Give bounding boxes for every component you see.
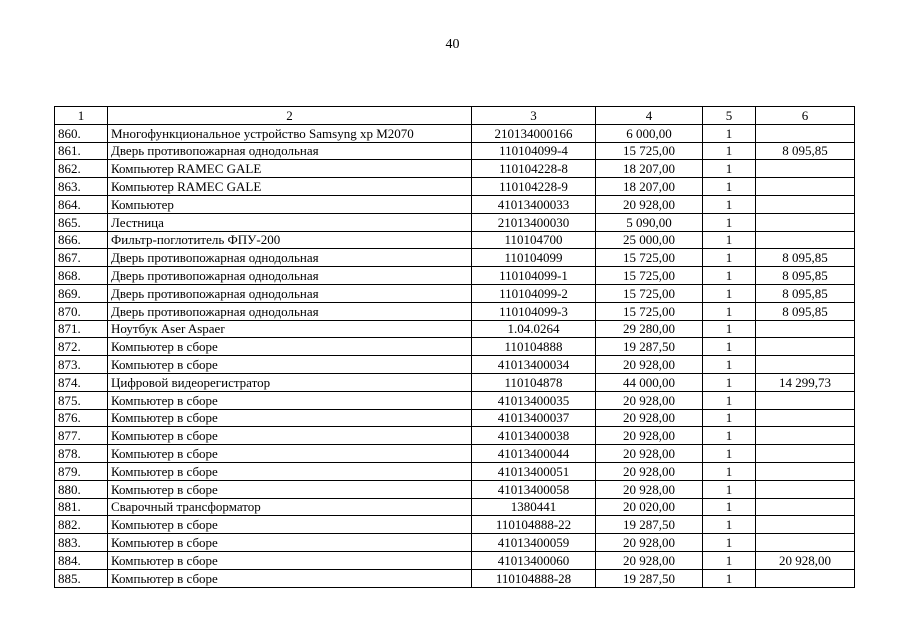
table-body — [55, 124, 855, 587]
cell-cost: 20 928,00 — [596, 462, 703, 480]
table-row — [55, 551, 855, 569]
cell-inventory-code: 110104099-1 — [472, 267, 596, 285]
cell-residual-value — [756, 195, 855, 213]
table-row — [55, 516, 855, 534]
cell-cost: 20 928,00 — [596, 480, 703, 498]
cell-residual-value: 8 095,85 — [756, 302, 855, 320]
cell-number: 867. — [55, 249, 108, 267]
cell-cost: 15 725,00 — [596, 302, 703, 320]
cell-name: Компьютер RAMEC GALE — [108, 178, 472, 196]
cell-inventory-code: 110104700 — [472, 231, 596, 249]
cell-number: 877. — [55, 427, 108, 445]
cell-residual-value — [756, 160, 855, 178]
cell-cost: 20 928,00 — [596, 356, 703, 374]
cell-name: Дверь противопожарная однодольная — [108, 267, 472, 285]
table-row — [55, 231, 855, 249]
cell-quantity: 1 — [703, 178, 756, 196]
cell-name: Компьютер в сборе — [108, 427, 472, 445]
cell-name: Компьютер — [108, 195, 472, 213]
cell-cost: 18 207,00 — [596, 178, 703, 196]
cell-inventory-code: 110104099-2 — [472, 284, 596, 302]
cell-number: 865. — [55, 213, 108, 231]
cell-residual-value: 20 928,00 — [756, 551, 855, 569]
cell-quantity: 1 — [703, 569, 756, 587]
table-row — [55, 391, 855, 409]
cell-inventory-code: 41013400033 — [472, 195, 596, 213]
cell-quantity: 1 — [703, 249, 756, 267]
table-row — [55, 213, 855, 231]
cell-name: Компьютер RAMEC GALE — [108, 160, 472, 178]
cell-quantity: 1 — [703, 267, 756, 285]
cell-residual-value — [756, 391, 855, 409]
table-row — [55, 569, 855, 587]
cell-residual-value — [756, 356, 855, 374]
table-row — [55, 480, 855, 498]
cell-name: Лестница — [108, 213, 472, 231]
cell-name: Фильтр-поглотитель ФПУ-200 — [108, 231, 472, 249]
cell-number: 881. — [55, 498, 108, 516]
cell-residual-value — [756, 480, 855, 498]
cell-residual-value — [756, 178, 855, 196]
column-header-name: 2 — [108, 107, 472, 125]
cell-name: Компьютер в сборе — [108, 551, 472, 569]
table-row — [55, 445, 855, 463]
cell-inventory-code: 1380441 — [472, 498, 596, 516]
cell-residual-value — [756, 569, 855, 587]
cell-name: Компьютер в сборе — [108, 480, 472, 498]
cell-quantity: 1 — [703, 124, 756, 142]
cell-inventory-code: 110104228-8 — [472, 160, 596, 178]
inventory-table — [54, 106, 855, 588]
cell-quantity: 1 — [703, 391, 756, 409]
cell-name: Дверь противопожарная однодольная — [108, 249, 472, 267]
cell-name: Компьютер в сборе — [108, 338, 472, 356]
cell-residual-value: 8 095,85 — [756, 267, 855, 285]
cell-inventory-code: 41013400034 — [472, 356, 596, 374]
cell-residual-value — [756, 124, 855, 142]
cell-cost: 5 090,00 — [596, 213, 703, 231]
cell-quantity: 1 — [703, 551, 756, 569]
cell-cost: 20 928,00 — [596, 427, 703, 445]
cell-inventory-code: 41013400035 — [472, 391, 596, 409]
table-row — [55, 249, 855, 267]
cell-residual-value — [756, 498, 855, 516]
cell-cost: 19 287,50 — [596, 338, 703, 356]
cell-quantity: 1 — [703, 427, 756, 445]
cell-residual-value — [756, 409, 855, 427]
cell-number: 875. — [55, 391, 108, 409]
column-header-residual-value: 6 — [756, 107, 855, 125]
cell-number: 860. — [55, 124, 108, 142]
cell-number: 884. — [55, 551, 108, 569]
table-row — [55, 338, 855, 356]
table-row — [55, 462, 855, 480]
table-header-row — [55, 107, 855, 125]
cell-number: 870. — [55, 302, 108, 320]
cell-quantity: 1 — [703, 534, 756, 552]
table-row — [55, 178, 855, 196]
table-row — [55, 409, 855, 427]
cell-inventory-code: 110104228-9 — [472, 178, 596, 196]
cell-residual-value — [756, 445, 855, 463]
cell-residual-value — [756, 338, 855, 356]
page-number: 40 — [445, 37, 460, 52]
cell-cost: 29 280,00 — [596, 320, 703, 338]
cell-name: Компьютер в сборе — [108, 534, 472, 552]
cell-quantity: 1 — [703, 160, 756, 178]
cell-residual-value: 8 095,85 — [756, 284, 855, 302]
cell-quantity: 1 — [703, 409, 756, 427]
cell-number: 866. — [55, 231, 108, 249]
cell-name: Компьютер в сборе — [108, 356, 472, 374]
cell-residual-value — [756, 427, 855, 445]
cell-name: Компьютер в сборе — [108, 445, 472, 463]
cell-name: Многофункциональное устройство Samsyng xp M2070 — [108, 124, 472, 142]
table-row — [55, 534, 855, 552]
cell-inventory-code: 110104099-3 — [472, 302, 596, 320]
cell-residual-value — [756, 213, 855, 231]
cell-residual-value: 14 299,73 — [756, 373, 855, 391]
cell-inventory-code: 110104888-28 — [472, 569, 596, 587]
cell-inventory-code: 210134000166 — [472, 124, 596, 142]
column-header-quantity: 5 — [703, 107, 756, 125]
cell-inventory-code: 110104099-4 — [472, 142, 596, 160]
cell-inventory-code: 41013400037 — [472, 409, 596, 427]
cell-cost: 25 000,00 — [596, 231, 703, 249]
cell-name: Компьютер в сборе — [108, 462, 472, 480]
cell-quantity: 1 — [703, 320, 756, 338]
cell-number: 879. — [55, 462, 108, 480]
cell-name: Цифровой видеорегистратор — [108, 373, 472, 391]
table-row — [55, 160, 855, 178]
cell-cost: 15 725,00 — [596, 142, 703, 160]
cell-quantity: 1 — [703, 284, 756, 302]
cell-residual-value — [756, 516, 855, 534]
cell-residual-value — [756, 231, 855, 249]
cell-residual-value — [756, 534, 855, 552]
cell-quantity: 1 — [703, 231, 756, 249]
cell-cost: 20 928,00 — [596, 534, 703, 552]
cell-number: 885. — [55, 569, 108, 587]
cell-name: Компьютер в сборе — [108, 409, 472, 427]
cell-cost: 15 725,00 — [596, 267, 703, 285]
cell-inventory-code: 41013400058 — [472, 480, 596, 498]
cell-number: 878. — [55, 445, 108, 463]
cell-cost: 19 287,50 — [596, 516, 703, 534]
cell-inventory-code: 41013400059 — [472, 534, 596, 552]
cell-number: 869. — [55, 284, 108, 302]
cell-number: 871. — [55, 320, 108, 338]
cell-number: 883. — [55, 534, 108, 552]
cell-cost: 20 928,00 — [596, 409, 703, 427]
cell-cost: 6 000,00 — [596, 124, 703, 142]
cell-cost: 15 725,00 — [596, 249, 703, 267]
cell-inventory-code: 41013400038 — [472, 427, 596, 445]
cell-cost: 20 928,00 — [596, 445, 703, 463]
column-header-inventory-code: 3 — [472, 107, 596, 125]
cell-cost: 20 928,00 — [596, 195, 703, 213]
cell-number: 876. — [55, 409, 108, 427]
table-row — [55, 356, 855, 374]
table-row — [55, 427, 855, 445]
cell-quantity: 1 — [703, 516, 756, 534]
cell-name: Сварочный трансформатор — [108, 498, 472, 516]
cell-number: 882. — [55, 516, 108, 534]
cell-inventory-code: 41013400060 — [472, 551, 596, 569]
cell-number: 863. — [55, 178, 108, 196]
cell-name: Компьютер в сборе — [108, 391, 472, 409]
cell-inventory-code: 41013400051 — [472, 462, 596, 480]
cell-residual-value: 8 095,85 — [756, 249, 855, 267]
table-row — [55, 142, 855, 160]
cell-number: 868. — [55, 267, 108, 285]
cell-quantity: 1 — [703, 302, 756, 320]
cell-name: Компьютер в сборе — [108, 569, 472, 587]
cell-cost: 15 725,00 — [596, 284, 703, 302]
table-row — [55, 320, 855, 338]
cell-quantity: 1 — [703, 462, 756, 480]
cell-residual-value — [756, 320, 855, 338]
column-header-cost: 4 — [596, 107, 703, 125]
cell-quantity: 1 — [703, 480, 756, 498]
table-row — [55, 267, 855, 285]
cell-cost: 18 207,00 — [596, 160, 703, 178]
cell-cost: 20 020,00 — [596, 498, 703, 516]
cell-cost: 44 000,00 — [596, 373, 703, 391]
table-row — [55, 373, 855, 391]
cell-number: 872. — [55, 338, 108, 356]
cell-cost: 19 287,50 — [596, 569, 703, 587]
cell-number: 874. — [55, 373, 108, 391]
cell-quantity: 1 — [703, 195, 756, 213]
cell-name: Дверь противопожарная однодольная — [108, 142, 472, 160]
cell-inventory-code: 21013400030 — [472, 213, 596, 231]
table-row — [55, 284, 855, 302]
cell-name: Дверь противопожарная однодольная — [108, 302, 472, 320]
cell-inventory-code: 41013400044 — [472, 445, 596, 463]
cell-quantity: 1 — [703, 373, 756, 391]
cell-residual-value — [756, 462, 855, 480]
cell-quantity: 1 — [703, 445, 756, 463]
cell-quantity: 1 — [703, 338, 756, 356]
cell-inventory-code: 1.04.0264 — [472, 320, 596, 338]
cell-cost: 20 928,00 — [596, 551, 703, 569]
cell-cost: 20 928,00 — [596, 391, 703, 409]
cell-inventory-code: 110104878 — [472, 373, 596, 391]
cell-number: 864. — [55, 195, 108, 213]
cell-quantity: 1 — [703, 213, 756, 231]
table-row — [55, 124, 855, 142]
table-row — [55, 498, 855, 516]
cell-residual-value: 8 095,85 — [756, 142, 855, 160]
cell-inventory-code: 110104888-22 — [472, 516, 596, 534]
cell-inventory-code: 110104888 — [472, 338, 596, 356]
cell-number: 862. — [55, 160, 108, 178]
cell-quantity: 1 — [703, 356, 756, 374]
table-row — [55, 302, 855, 320]
cell-name: Дверь противопожарная однодольная — [108, 284, 472, 302]
cell-number: 880. — [55, 480, 108, 498]
cell-name: Компьютер в сборе — [108, 516, 472, 534]
table-row — [55, 195, 855, 213]
cell-number: 861. — [55, 142, 108, 160]
cell-number: 873. — [55, 356, 108, 374]
column-header-number: 1 — [55, 107, 108, 125]
cell-quantity: 1 — [703, 498, 756, 516]
cell-inventory-code: 110104099 — [472, 249, 596, 267]
cell-name: Ноутбук Aser Aspaer — [108, 320, 472, 338]
cell-quantity: 1 — [703, 142, 756, 160]
